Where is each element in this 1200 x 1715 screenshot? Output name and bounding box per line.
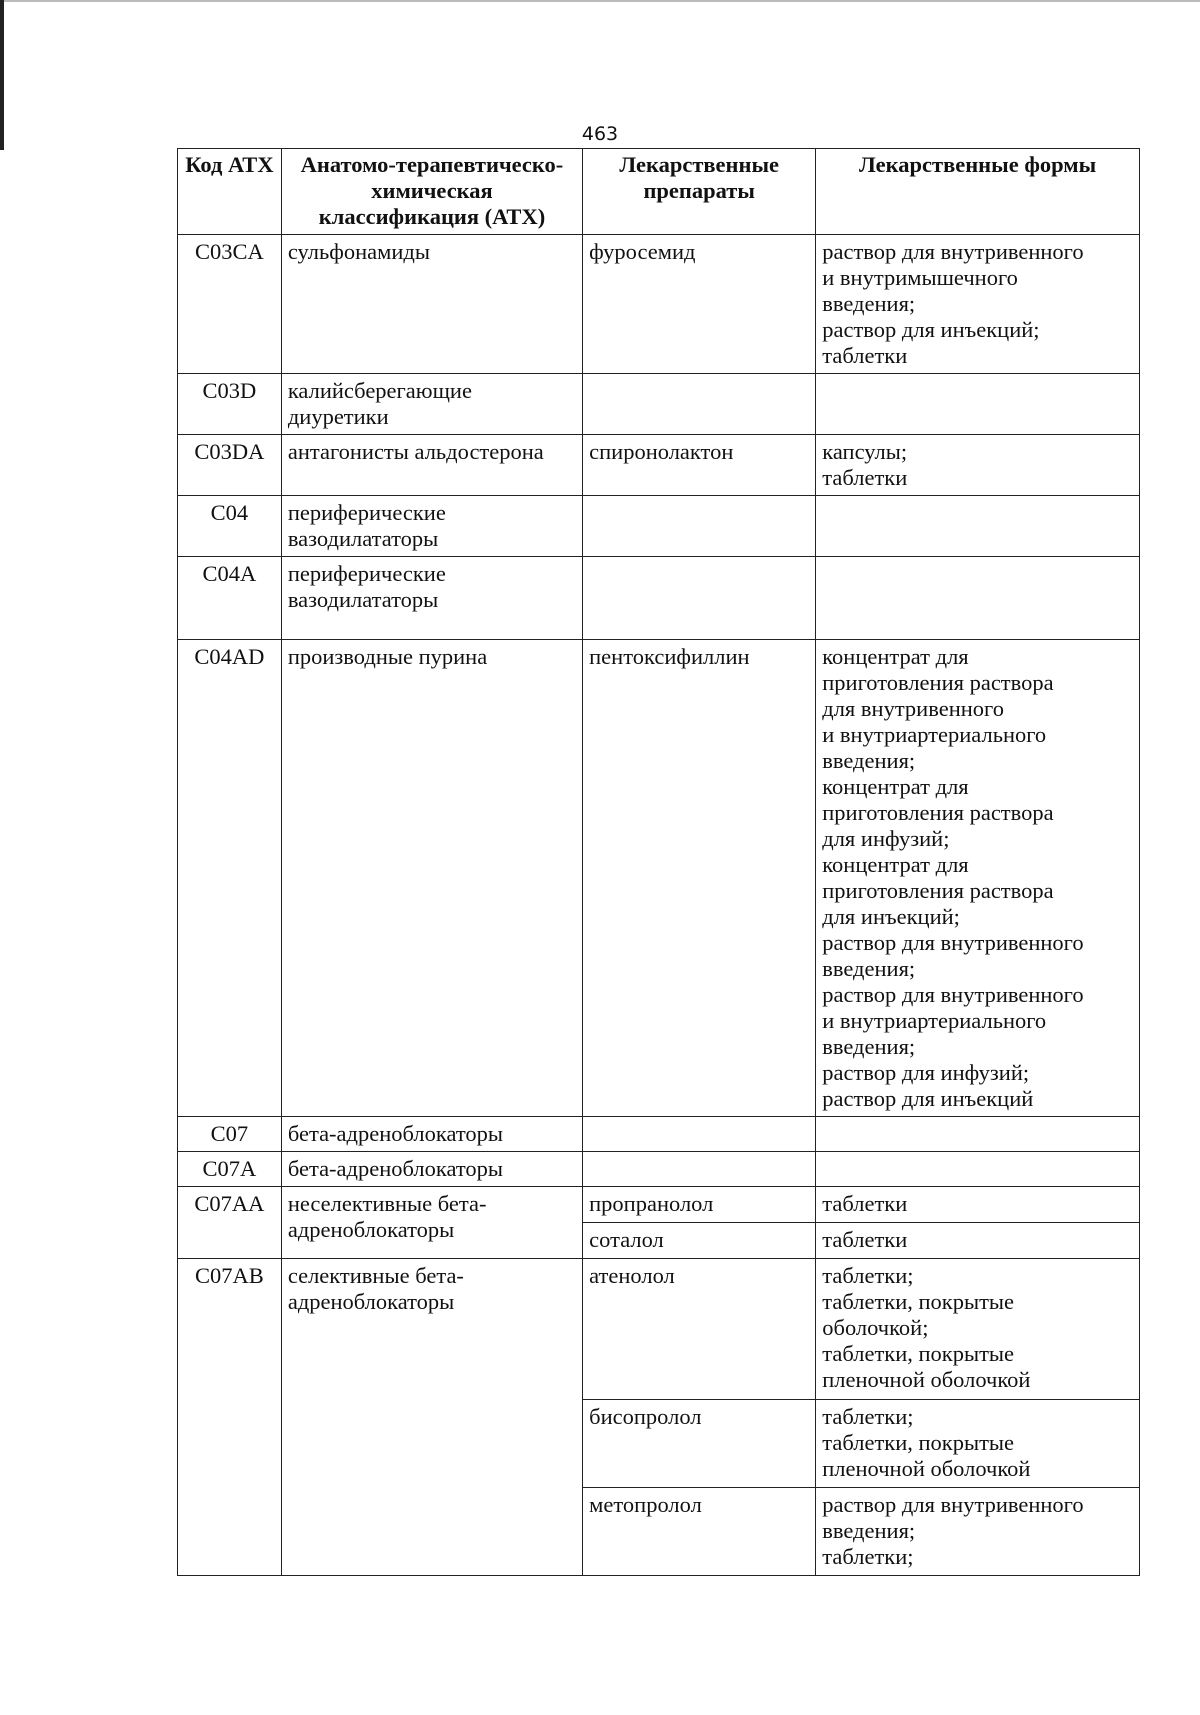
atc-code-cell: C04AD [178,640,282,1117]
table-row [178,374,1140,435]
dosage-forms-cell: раствор для внутривенного введения; таблетки; [816,1488,1140,1576]
drug-name-cell [583,1152,816,1187]
table-row [178,1117,1140,1152]
atc-code-cell: C03D [178,374,282,435]
dosage-forms-cell [816,1117,1140,1152]
table-row [178,435,1140,496]
header-forms: Лекарственные формы [816,149,1140,235]
dosage-forms-cell [816,1152,1140,1187]
atc-classification-cell: периферические вазодилататоры [281,496,582,557]
atc-table [177,148,1140,1576]
atc-classification-cell: производные пурина [281,640,582,1117]
dosage-forms-cell: таблетки; таблетки, покрытые оболочкой; таблетки, покрытые пленочной оболочкой [816,1259,1140,1400]
drug-name-cell: соталол [583,1223,816,1259]
table-row [178,1152,1140,1187]
dosage-forms-cell [816,374,1140,435]
dosage-forms-cell: таблетки; таблетки, покрытые пленочной оболочкой [816,1400,1140,1488]
atc-classification-cell: калийсберегающие диуретики [281,374,582,435]
atc-code-cell: C04 [178,496,282,557]
table-row [178,496,1140,557]
atc-classification-cell: сульфонамиды [281,235,582,374]
dosage-forms-cell: таблетки [816,1187,1140,1223]
dosage-forms-cell [816,496,1140,557]
dosage-forms-cell: таблетки [816,1223,1140,1259]
drug-name-cell: пропранолол [583,1187,816,1223]
dosage-forms-cell: концентрат для приготовления раствора для внутривенного и внутриартериального введения; концентрат для приготовления раствора для инфузий; концентрат для приготовления раствора для инъекций; раствор для внутривенного введения; раствор для внутривенного и внутриартериального введения; раствор для инфузий; раствор для инъекций [816,640,1140,1117]
scan-top-edge [0,0,1200,2]
table-row [178,557,1140,640]
atc-code-cell: C07AB [178,1259,282,1576]
drug-name-cell: пентоксифиллин [583,640,816,1117]
table-row [178,1259,1140,1400]
atc-classification-cell: бета-адреноблокаторы [281,1152,582,1187]
atc-code-cell: C07AA [178,1187,282,1259]
drug-name-cell [583,496,816,557]
table-row [178,1187,1140,1223]
table-header-row [178,149,1140,235]
drug-name-cell: фуросемид [583,235,816,374]
atc-code-cell: C04A [178,557,282,640]
drug-name-cell: бисопролол [583,1400,816,1488]
drug-name-cell: метопролол [583,1488,816,1576]
drug-name-cell [583,557,816,640]
table-row [178,640,1140,1117]
header-drugs: Лекарственные препараты [583,149,816,235]
atc-classification-cell: неселективные бета- адреноблокаторы [281,1187,582,1259]
atc-classification-cell: периферические вазодилататоры [281,557,582,640]
atc-classification-cell: антагонисты альдостерона [281,435,582,496]
header-classification: Анатомо-терапевтическо- химическая классификация (АТХ) [281,149,582,235]
drug-name-cell [583,374,816,435]
dosage-forms-cell: раствор для внутривенного и внутримышечного введения; раствор для инъекций; таблетки [816,235,1140,374]
atc-code-cell: C03CA [178,235,282,374]
atc-code-cell: C07A [178,1152,282,1187]
header-code: Код АТХ [178,149,282,235]
drug-name-cell [583,1117,816,1152]
table-body [178,235,1140,1576]
atc-code-cell: C07 [178,1117,282,1152]
dosage-forms-cell [816,557,1140,640]
table-row [178,235,1140,374]
dosage-forms-cell: капсулы; таблетки [816,435,1140,496]
atc-classification-cell: селективные бета- адреноблокаторы [281,1259,582,1576]
page-number: 463 [581,123,619,145]
drug-name-cell: атенолол [583,1259,816,1400]
drug-name-cell: спиронолактон [583,435,816,496]
atc-code-cell: C03DA [178,435,282,496]
atc-classification-cell: бета-адреноблокаторы [281,1117,582,1152]
